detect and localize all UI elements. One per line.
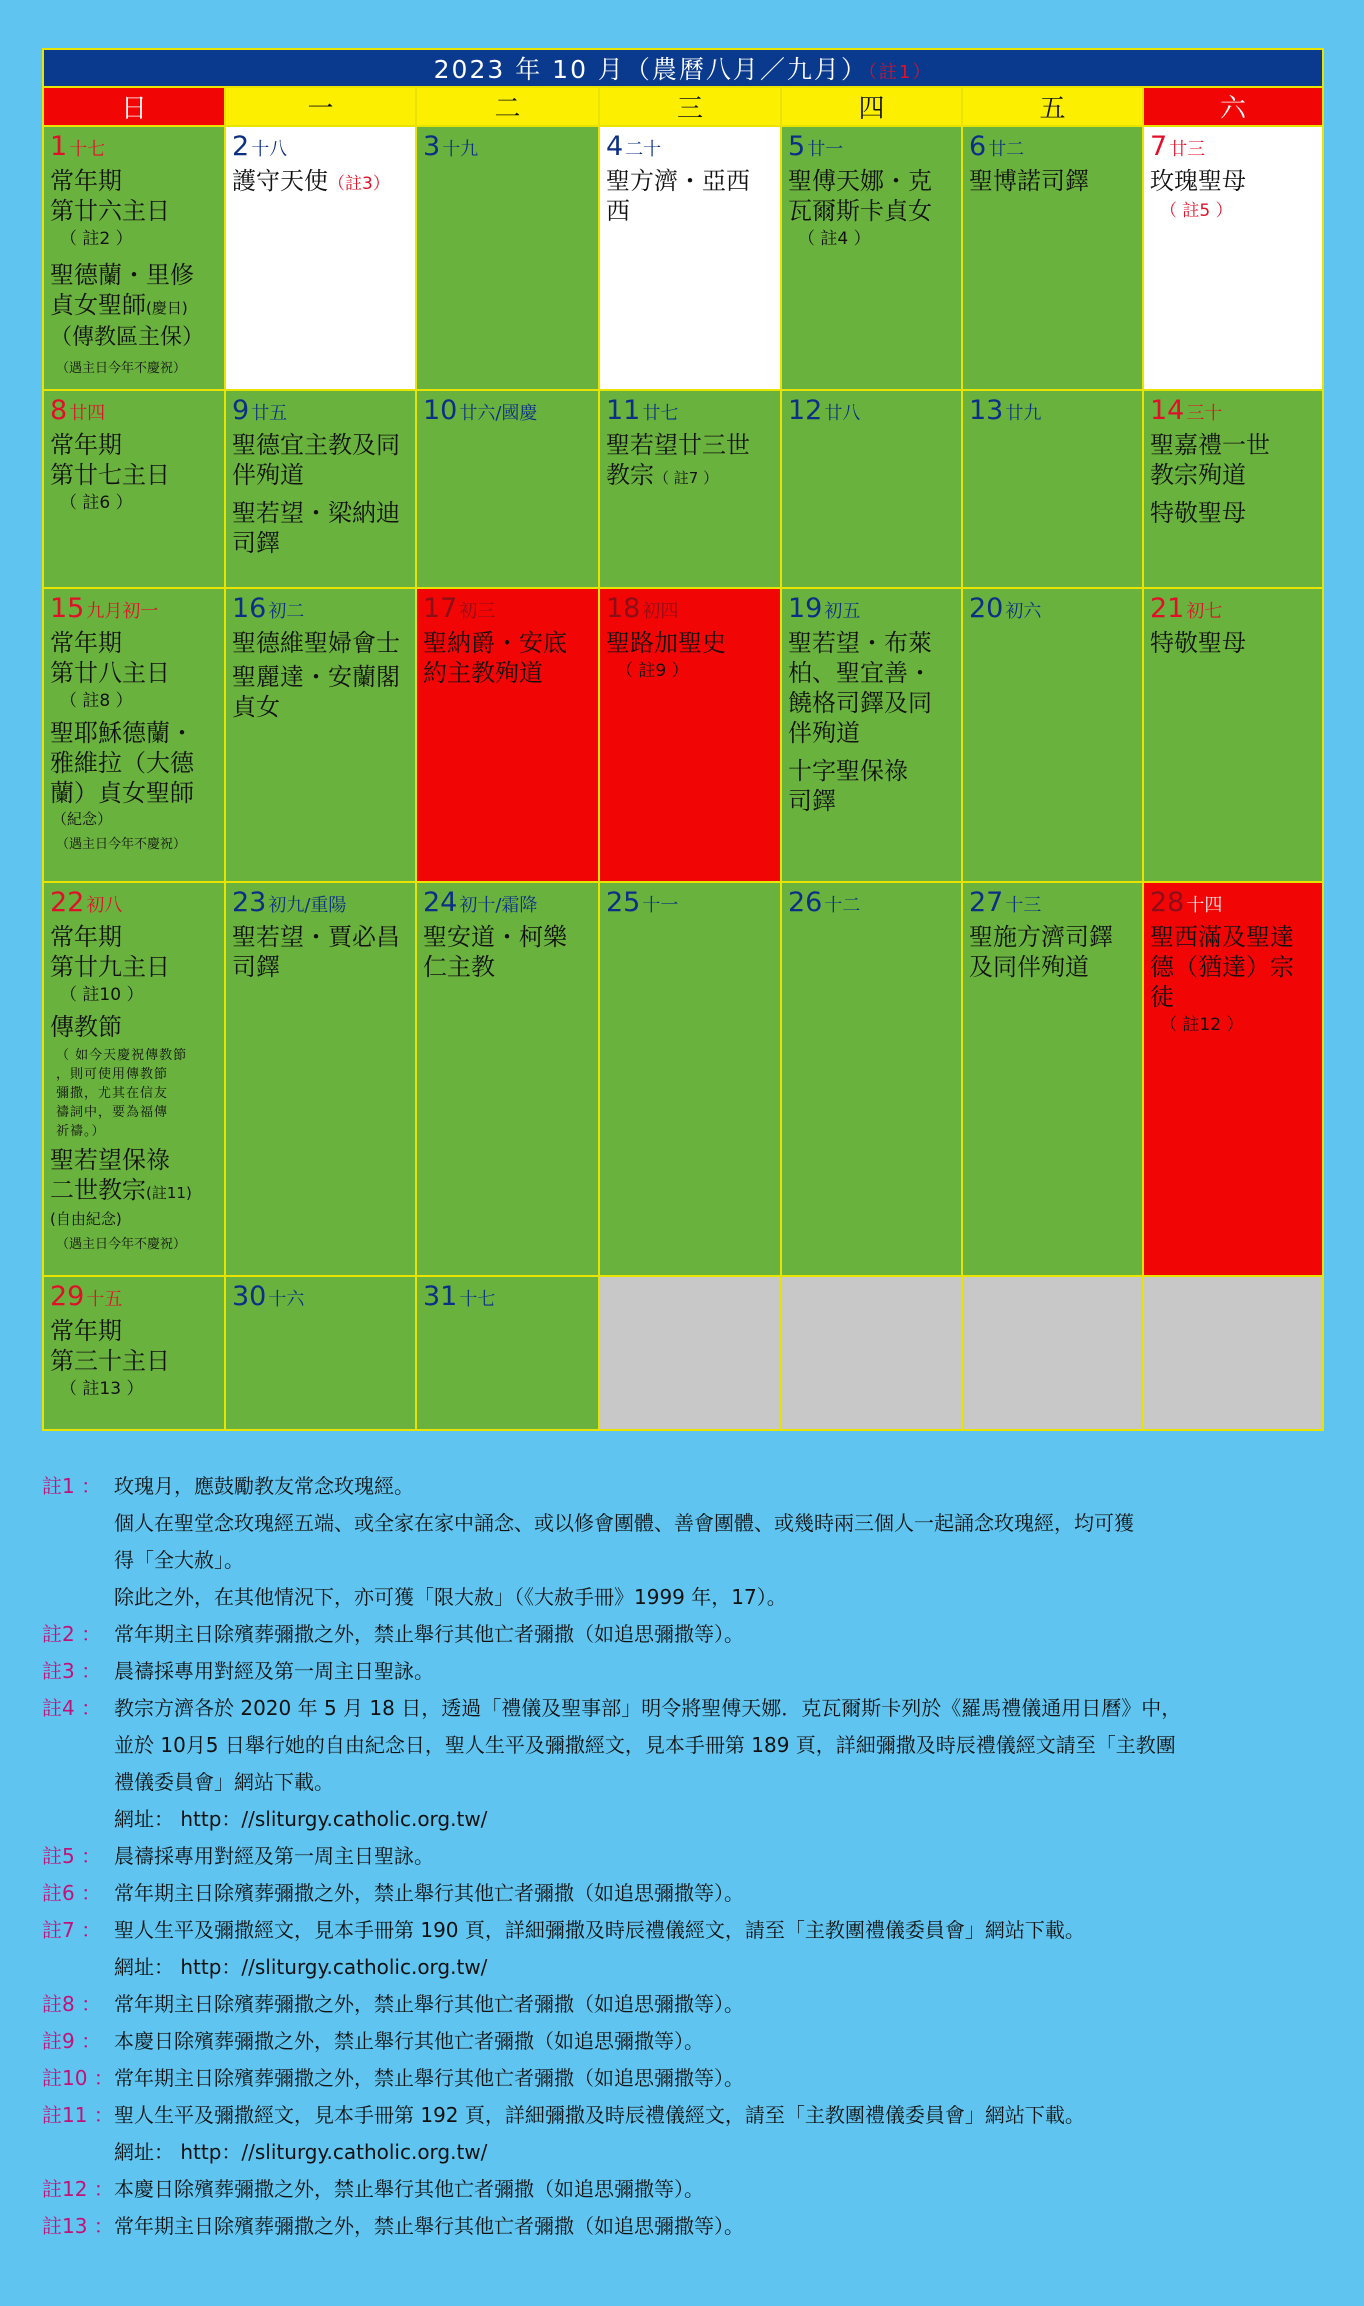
- footnote-line: [42, 1838, 1332, 1875]
- day-number: 29: [50, 1281, 85, 1312]
- rank-label: (自由紀念): [50, 1210, 122, 1228]
- footnote-ref: （ 註2 ）: [60, 229, 133, 249]
- footnote-label: [42, 1801, 114, 1838]
- day-cell-23: [225, 882, 416, 1276]
- feast-line: 司鐸: [232, 953, 280, 981]
- footnote-label: [42, 1505, 114, 1542]
- day-cell-29: [43, 1276, 225, 1430]
- footnote-line: [42, 1468, 1332, 1505]
- day-cell-18: [599, 588, 781, 882]
- footnote-label: 註3 ：: [42, 1659, 102, 1683]
- feast-line: 聖納爵・安底: [423, 629, 567, 657]
- footnote-text: 常年期主日除殯葬彌撒之外，禁止舉行其他亡者彌撒（如追思彌撒等）。: [114, 2066, 744, 2090]
- day-cell-22: [43, 882, 225, 1276]
- feast-line: 聖西滿及聖達: [1150, 923, 1294, 951]
- footnote-line: [42, 2023, 1332, 2060]
- day-cell-2: [225, 126, 416, 390]
- feast-line: 十字聖保祿: [788, 757, 908, 785]
- feast-line: 教宗殉道: [1150, 461, 1246, 489]
- day-cell-14: [1143, 390, 1323, 588]
- feast-line: 聖若望・布萊: [788, 629, 932, 657]
- feast-line: 西: [606, 197, 630, 225]
- lunar-date: 廿一: [807, 139, 844, 160]
- calendar-title-text: 2023 年 10 月（農曆八月／九月）: [433, 55, 868, 84]
- day-number: 26: [788, 887, 823, 918]
- footnote-line: [42, 1542, 1332, 1579]
- footnote-text: 本慶日除殯葬彌撒之外，禁止舉行其他亡者彌撒（如追思彌撒等）。: [114, 2177, 704, 2201]
- lunar-date: 十三: [1005, 895, 1042, 916]
- footnote-text: 本慶日除殯葬彌撒之外，禁止舉行其他亡者彌撒（如追思彌撒等）。: [114, 2029, 704, 2053]
- feast-line: 第廿七主日: [50, 461, 170, 489]
- day-cell-30: [225, 1276, 416, 1430]
- lunar-date: 十七: [459, 1289, 496, 1310]
- feast-line: 約主教殉道: [423, 659, 543, 687]
- calendar-title-note: （註1）: [867, 62, 933, 83]
- feast-line: 聖德維聖婦會士: [232, 629, 400, 657]
- footnote-text: 常年期主日除殯葬彌撒之外，禁止舉行其他亡者彌撒（如追思彌撒等）。: [114, 1881, 744, 1905]
- footnote-line: [42, 2208, 1332, 2245]
- day-cell-25: [599, 882, 781, 1276]
- feast-line: 常年期: [50, 1317, 122, 1345]
- footnotes: [42, 1468, 1332, 2245]
- lunar-date: 廿九: [1005, 403, 1042, 424]
- lunar-date: 十二: [824, 895, 861, 916]
- feast-line: 蘭）貞女聖師: [50, 779, 194, 807]
- footnote-text: 個人在聖堂念玫瑰經五端、或全家在家中誦念、或以修會團體、善會團體、或幾時兩三個人一起誦念玫瑰經，均可獲: [114, 1511, 1134, 1535]
- lunar-date: 十一: [642, 895, 679, 916]
- feast-line: 聖若望廿三世: [606, 431, 750, 459]
- footnote-line: [42, 2171, 1332, 2208]
- footnote-ref: (註11): [146, 1184, 192, 1202]
- feast-line: 瓦爾斯卡貞女: [788, 197, 932, 225]
- day-number: 10: [423, 395, 458, 426]
- footnote-ref: （ 註7 ）: [654, 469, 719, 487]
- day-number: 16: [232, 593, 267, 624]
- feast-line: 聖若望・梁納迪: [232, 499, 400, 527]
- footnote-line: [42, 2134, 1332, 2171]
- feast-line: 及同伴殉道: [969, 953, 1089, 981]
- feast-line: 第三十主日: [50, 1347, 170, 1375]
- footnote-label: 註7 ：: [42, 1918, 102, 1942]
- footnote-url[interactable]: 網址： http：//sliturgy.catholic.org.tw/: [114, 1955, 488, 1979]
- feast-line: 饒格司鐸及同: [788, 689, 932, 717]
- day-number: 5: [788, 131, 806, 162]
- footnote-ref: （註3）: [328, 174, 390, 194]
- footnote-text: 聖人生平及彌撒經文，見本手冊第 190 頁，詳細彌撒及時辰禮儀經文，請至「主教團禮儀委員會」網站下載。: [114, 1918, 1085, 1942]
- day-number: 11: [606, 395, 641, 426]
- footnote-text: 並於 10月5 日舉行她的自由紀念日，聖人生平及彌撒經文，見本手冊第 189 頁，詳細彌撒及時辰禮儀經文請至「主教團: [114, 1733, 1176, 1757]
- feast-line: 聖德宜主教及同: [232, 431, 400, 459]
- footnote-text: 禮儀委員會」網站下載。: [114, 1770, 334, 1794]
- footnote-ref: （ 註6 ）: [60, 493, 133, 513]
- feast-line: 聖德蘭・里修: [50, 261, 194, 289]
- weekday-wed: 三: [599, 87, 781, 126]
- day-cell-8: [43, 390, 225, 588]
- footnote-text: 教宗方濟各於 2020 年 5 月 18 日，透過「禮儀及聖事部」明令將聖傅天娜．克瓦爾斯卡列於《羅馬禮儀通用日曆》中，: [114, 1696, 1182, 1720]
- empty-cell: [1143, 1276, 1323, 1430]
- footnote-label: [42, 1764, 114, 1801]
- small-note: （遇主日今年不慶祝）: [56, 1237, 187, 1252]
- feast-line: （傳教區主保）: [50, 325, 205, 350]
- lunar-date: 初六: [1005, 601, 1042, 622]
- weekday-sat: 六: [1143, 87, 1323, 126]
- footnote-line: [42, 1690, 1332, 1727]
- lunar-date: 初二: [268, 601, 305, 622]
- footnote-ref: （ 註10 ）: [60, 985, 144, 1005]
- feast-line: 護守天使: [232, 167, 328, 195]
- feast-line: 聖博諾司鐸: [969, 167, 1089, 195]
- lunar-date: 廿二: [988, 139, 1025, 160]
- feast-line: 司鐸: [788, 787, 836, 815]
- footnote-label: 註13 ：: [42, 2214, 114, 2238]
- day-cell-3: [416, 126, 599, 390]
- day-number: 24: [423, 887, 458, 918]
- day-number: 17: [423, 593, 458, 624]
- footnote-label: [42, 2134, 114, 2171]
- feast-line: 聖若望保祿: [50, 1146, 170, 1174]
- footnote-text: 常年期主日除殯葬彌撒之外，禁止舉行其他亡者彌撒（如追思彌撒等）。: [114, 2214, 744, 2238]
- day-number: 1: [50, 131, 68, 162]
- day-number: 18: [606, 593, 641, 624]
- lunar-date: 廿六/國慶: [459, 403, 538, 424]
- footnote-text: 常年期主日除殯葬彌撒之外，禁止舉行其他亡者彌撒（如追思彌撒等）。: [114, 1622, 744, 1646]
- calendar-table: [42, 48, 1324, 1431]
- feast-line: 仁主教: [423, 953, 495, 981]
- day-cell-12: [781, 390, 962, 588]
- weekday-tue: 二: [416, 87, 599, 126]
- day-cell-26: [781, 882, 962, 1276]
- feast-line: 常年期: [50, 629, 122, 657]
- footnote-url[interactable]: 網址： http：//sliturgy.catholic.org.tw/: [114, 1807, 488, 1831]
- feast-line: 聖若望・賈必昌: [232, 923, 400, 951]
- lunar-date: 十五: [86, 1289, 123, 1310]
- footnote-label: 註4 ：: [42, 1696, 102, 1720]
- footnote-label: 註11 ：: [42, 2103, 114, 2127]
- feast-line: 聖方濟・亞西: [606, 167, 750, 195]
- feast-line: 伴殉道: [788, 719, 860, 747]
- day-number: 25: [606, 887, 641, 918]
- day-number: 4: [606, 131, 624, 162]
- footnote-ref: （ 註12 ）: [1160, 1015, 1244, 1035]
- day-number: 2: [232, 131, 250, 162]
- day-cell-31: [416, 1276, 599, 1430]
- day-cell-6: [962, 126, 1143, 390]
- footnote-label: 註12 ：: [42, 2177, 114, 2201]
- footnote-label: [42, 1579, 114, 1616]
- footnote-label: 註5 ：: [42, 1844, 102, 1868]
- small-note: （遇主日今年不慶祝）: [56, 837, 187, 852]
- footnote-label: 註6 ：: [42, 1881, 102, 1905]
- lunar-date: 初八: [86, 895, 123, 916]
- footnote-line: [42, 1801, 1332, 1838]
- day-number: 7: [1150, 131, 1168, 162]
- feast-line: 德（猶達）宗徒: [1150, 953, 1294, 1011]
- footnote-label: 註9 ：: [42, 2029, 102, 2053]
- day-number: 15: [50, 593, 85, 624]
- day-number: 19: [788, 593, 823, 624]
- day-cell-5: [781, 126, 962, 390]
- footnote-label: [42, 1949, 114, 1986]
- day-cell-10: [416, 390, 599, 588]
- day-number: 23: [232, 887, 267, 918]
- day-number: 6: [969, 131, 987, 162]
- day-cell-7: [1143, 126, 1323, 390]
- feast-line: 貞女: [232, 693, 280, 721]
- feast-line: 常年期: [50, 167, 122, 195]
- day-cell-21: [1143, 588, 1323, 882]
- weekday-fri: 五: [962, 87, 1143, 126]
- day-number: 3: [423, 131, 441, 162]
- day-number: 21: [1150, 593, 1185, 624]
- footnote-line: [42, 1949, 1332, 1986]
- footnote-url[interactable]: 網址： http：//sliturgy.catholic.org.tw/: [114, 2140, 488, 2164]
- feast-line: 聖施方濟司鐸: [969, 923, 1113, 951]
- footnote-ref: （ 註4 ）: [798, 229, 871, 249]
- day-number: 13: [969, 395, 1004, 426]
- footnote-ref: （ 註5 ）: [1160, 201, 1233, 221]
- footnote-ref: （ 註9 ）: [616, 661, 689, 681]
- footnote-text: 玫瑰月，應鼓勵教友常念玫瑰經。: [114, 1474, 414, 1498]
- feast-line: 第廿八主日: [50, 659, 170, 687]
- footnote-label: [42, 1542, 114, 1579]
- lunar-date: 廿八: [824, 403, 861, 424]
- weekday-mon: 一: [225, 87, 416, 126]
- footnote-line: [42, 1653, 1332, 1690]
- day-number: 28: [1150, 887, 1185, 918]
- lunar-date: 廿五: [251, 403, 288, 424]
- weekday-thu: 四: [781, 87, 962, 126]
- footnote-ref: （ 註8 ）: [60, 691, 133, 711]
- footnote-text: 晨禱採專用對經及第一周主日聖詠。: [114, 1844, 434, 1868]
- footnote-line: [42, 1616, 1332, 1653]
- mission-day-note: （ 如今天慶祝傳教節 ，則可使用傳教節 彌撒，尤其在信友 禱詞中，要為福傳 祈禱。）: [56, 1048, 188, 1139]
- lunar-date: 十九: [442, 139, 479, 160]
- footnote-text: 得「全大赦」。: [114, 1548, 244, 1572]
- day-number: 14: [1150, 395, 1185, 426]
- footnote-text: 除此之外，在其他情況下，亦可獲「限大赦」（《大赦手冊》1999 年，17）。: [114, 1585, 787, 1609]
- feast-line: 聖耶穌德蘭・: [50, 719, 194, 747]
- footnote-label: [42, 1727, 114, 1764]
- lunar-date: 初三: [459, 601, 496, 622]
- day-number: 20: [969, 593, 1004, 624]
- day-cell-28: [1143, 882, 1323, 1276]
- day-cell-20: [962, 588, 1143, 882]
- footnote-line: [42, 1764, 1332, 1801]
- feast-line: 玫瑰聖母: [1150, 167, 1246, 195]
- feast-line: 常年期: [50, 923, 122, 951]
- empty-cell: [599, 1276, 781, 1430]
- footnote-line: [42, 1505, 1332, 1542]
- lunar-date: 十八: [251, 139, 288, 160]
- feast-line: 聖路加聖史: [606, 629, 726, 657]
- lunar-date: 三十: [1186, 403, 1223, 424]
- lunar-date: 十四: [1186, 895, 1223, 916]
- day-cell-17: [416, 588, 599, 882]
- feast-line: 教宗: [606, 461, 654, 489]
- feast-line: 柏、聖宜善・: [788, 659, 932, 687]
- day-cell-13: [962, 390, 1143, 588]
- day-number: 12: [788, 395, 823, 426]
- footnote-line: [42, 1875, 1332, 1912]
- lunar-date: 九月初一: [86, 601, 159, 622]
- lunar-date: 初五: [824, 601, 861, 622]
- day-number: 31: [423, 1281, 458, 1312]
- feast-line: 特敬聖母: [1150, 629, 1246, 657]
- rank-label: (慶日): [146, 299, 188, 317]
- footnote-line: [42, 2060, 1332, 2097]
- feast-line: 司鐸: [232, 529, 280, 557]
- lunar-date: 十六: [268, 1289, 305, 1310]
- feast-line: 貞女聖師: [50, 291, 146, 319]
- footnote-text: 晨禱採專用對經及第一周主日聖詠。: [114, 1659, 434, 1683]
- lunar-date: 十七: [69, 139, 106, 160]
- day-number: 8: [50, 395, 68, 426]
- feast-line: 常年期: [50, 431, 122, 459]
- feast-line: 聖安道・柯樂: [423, 923, 567, 951]
- feast-line: 雅維拉（大德: [50, 749, 194, 777]
- day-cell-19: [781, 588, 962, 882]
- lunar-date: 初十/霜降: [459, 895, 538, 916]
- footnote-label: 註8 ：: [42, 1992, 102, 2016]
- feast-line: 特敬聖母: [1150, 499, 1246, 527]
- footnote-line: [42, 2097, 1332, 2134]
- day-number: 30: [232, 1281, 267, 1312]
- feast-line: 第廿九主日: [50, 953, 170, 981]
- footnote-line: [42, 1912, 1332, 1949]
- day-cell-24: [416, 882, 599, 1276]
- footnote-label: 註1 ：: [42, 1474, 102, 1498]
- feast-line: 二世教宗: [50, 1176, 146, 1204]
- footnote-text: 聖人生平及彌撒經文，見本手冊第 192 頁，詳細彌撒及時辰禮儀經文，請至「主教團禮儀委員會」網站下載。: [114, 2103, 1085, 2127]
- feast-line: 聖傅天娜・克: [788, 167, 932, 195]
- footnote-line: [42, 1579, 1332, 1616]
- lunar-date: 廿三: [1169, 139, 1206, 160]
- lunar-date: 初九/重陽: [268, 895, 347, 916]
- day-cell-1: [43, 126, 225, 390]
- footnote-line: [42, 1986, 1332, 2023]
- feast-line: 聖麗達・安蘭閣: [232, 663, 400, 691]
- day-number: 9: [232, 395, 250, 426]
- day-cell-11: [599, 390, 781, 588]
- feast-line: 傳教節: [50, 1013, 122, 1041]
- calendar-title: [43, 49, 1323, 87]
- lunar-date: 初四: [642, 601, 679, 622]
- weekday-sun: 日: [43, 87, 225, 126]
- footnote-ref: （ 註13 ）: [60, 1379, 144, 1399]
- feast-line: 第廿六主日: [50, 197, 170, 225]
- empty-cell: [781, 1276, 962, 1430]
- feast-line: 聖嘉禮一世: [1150, 431, 1270, 459]
- day-number: 27: [969, 887, 1004, 918]
- day-cell-9: [225, 390, 416, 588]
- day-cell-4: [599, 126, 781, 390]
- footnote-line: [42, 1727, 1332, 1764]
- lunar-date: 二十: [625, 139, 662, 160]
- feast-line: 伴殉道: [232, 461, 304, 489]
- day-cell-16: [225, 588, 416, 882]
- day-cell-15: [43, 588, 225, 882]
- rank-label: （紀念）: [52, 810, 113, 828]
- day-number: 22: [50, 887, 85, 918]
- lunar-date: 廿七: [642, 403, 679, 424]
- footnote-text: 常年期主日除殯葬彌撒之外，禁止舉行其他亡者彌撒（如追思彌撒等）。: [114, 1992, 744, 2016]
- day-cell-27: [962, 882, 1143, 1276]
- lunar-date: 廿四: [69, 403, 106, 424]
- footnote-label: 註2 ：: [42, 1622, 102, 1646]
- small-note: （遇主日今年不慶祝）: [56, 361, 187, 376]
- footnote-label: 註10 ：: [42, 2066, 114, 2090]
- empty-cell: [962, 1276, 1143, 1430]
- lunar-date: 初七: [1186, 601, 1223, 622]
